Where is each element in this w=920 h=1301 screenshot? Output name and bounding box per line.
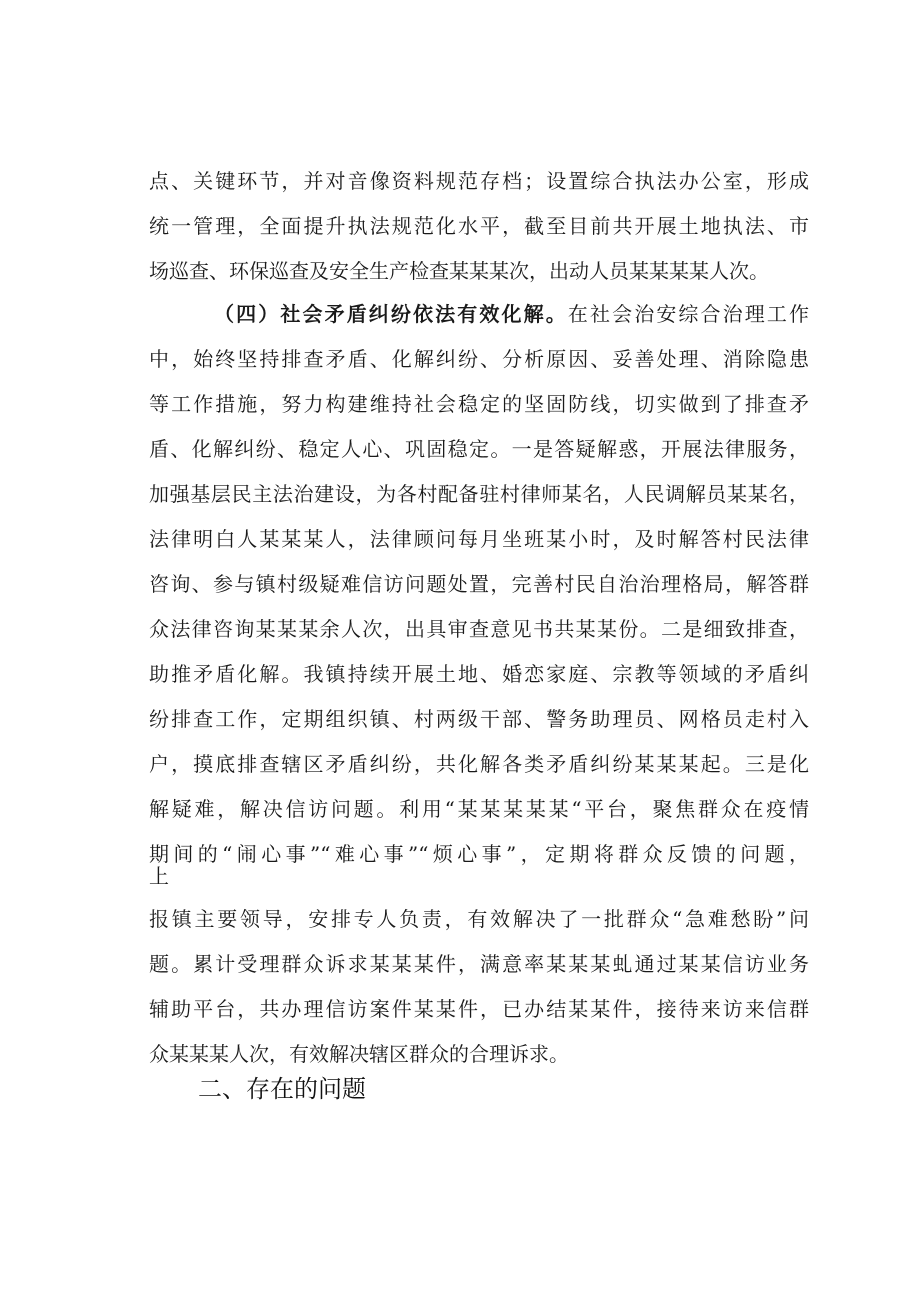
paragraph-line: 统一管理，全面提升执法规范化水平，截至目前共开展土地执法、市 bbox=[149, 214, 809, 238]
paragraph-line: 报镇主要领导，安排专人负责，有效解决了一批群众“急难愁盼”问 bbox=[149, 907, 809, 931]
paragraph-line: 众法律咨询某某某余人次，出具审查意见书共某某份。二是细致排查， bbox=[149, 617, 809, 641]
paragraph-line: 解疑难，解决信访问题。利用“某某某某某“平台，聚焦群众在疫情 bbox=[149, 797, 809, 821]
paragraph-line: 众某某某人次，有效解决辖区群众的合理诉求。 bbox=[149, 1042, 569, 1066]
paragraph-line: 期间的“闹心事”“难心事”“烦心事”，定期将群众反馈的问题， bbox=[149, 842, 809, 866]
subsection-first-line-text: 在社会治安综合治理工作 bbox=[567, 302, 809, 326]
paragraph-line: 咨询、参与镇村级疑难信访问题处置，完善村民自治治理格局，解答群 bbox=[149, 572, 809, 596]
paragraph-line: 法律明白人某某某人，法律顾问每月坐班某小时，及时解答村民法律 bbox=[149, 527, 809, 551]
paragraph-line: 纷排查工作，定期组织镇、村两级干部、警务助理员、网格员走村入 bbox=[149, 707, 809, 731]
paragraph-line: 题。累计受理群众诉求某某某件，满意率某某某虬通过某某信访业务 bbox=[149, 952, 809, 976]
subsection-first-line bbox=[214, 300, 809, 328]
paragraph-line: 中，始终坚持排查矛盾、化解纠纷、分析原因、妥善处理、消除隐患 bbox=[149, 347, 809, 371]
paragraph-line: 助推矛盾化解。我镇持续开展土地、婚恋家庭、宗教等领域的矛盾纠 bbox=[149, 662, 809, 686]
paragraph-line: 点、关键环节，并对音像资料规范存档；设置综合执法办公室，形成 bbox=[149, 169, 809, 193]
paragraph-line: 等工作措施，努力构建维持社会稳定的坚固防线，切实做到了排查矛 bbox=[149, 392, 809, 416]
subsection-heading: （四）社会矛盾纠纷依法有效化解。 bbox=[214, 302, 568, 326]
paragraph-line: 盾、化解纠纷、稳定人心、巩固稳定。一是答疑解惑，开展法律服务， bbox=[149, 437, 809, 461]
paragraph-line: 上 bbox=[149, 864, 169, 888]
paragraph-line: 加强基层民主法治建设，为各村配备驻村律师某名，人民调解员某某名， bbox=[149, 482, 809, 506]
section-heading: 二、存在的问题 bbox=[198, 1075, 366, 1103]
paragraph-line: 户，摸底排查辖区矛盾纠纷，共化解各类矛盾纠纷某某某起。三是化 bbox=[149, 752, 809, 776]
paragraph-line: 场巡查、环保巡查及安全生产检查某某某次，出动人员某某某某人次。 bbox=[149, 259, 769, 283]
paragraph-line: 辅助平台，共办理信访案件某某件，已办结某某件，接待来访来信群 bbox=[149, 997, 809, 1021]
